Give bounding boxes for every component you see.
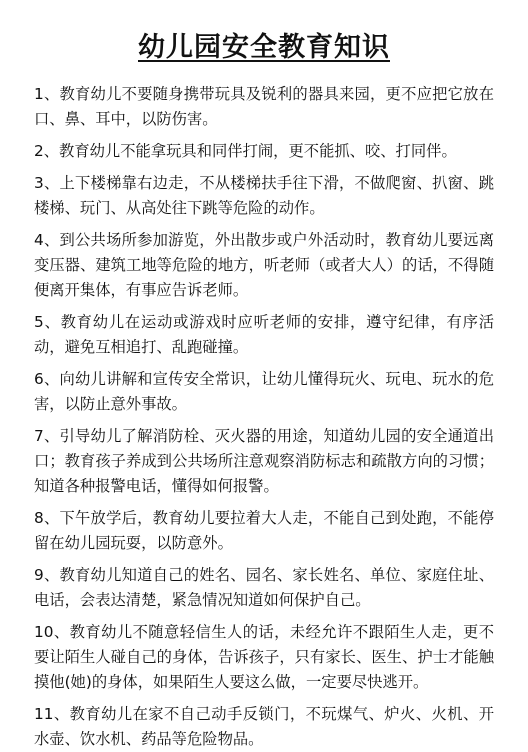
safety-item-8: 8、下午放学后，教育幼儿要拉着大人走，不能自己到处跑，不能停留在幼儿园玩耍，以防意外。: [34, 509, 494, 552]
safety-item-9: 9、教育幼儿知道自己的姓名、园名、家长姓名、单位、家庭住址、电话，会表达清楚，紧急情况知道如何保护自己。: [34, 566, 494, 609]
safety-item-7: 7、引导幼儿了解消防栓、灭火器的用途，知道幼儿园的安全通道出口；教育孩子养成到公共场所注意观察消防标志和疏散方向的习惯；知道各种报警电话，懂得如何报警。: [34, 427, 494, 495]
safety-item-10: 10、教育幼儿不随意轻信生人的话，未经允许不跟陌生人走，更不要让陌生人碰自己的身体，告诉孩子，只有家长、医生、护士才能触摸他(她)的身体，如果陌生人要这么做，一定要尽快逃开。: [34, 623, 494, 691]
safety-item-list: [34, 82, 494, 752]
safety-item-4: 4、到公共场所参加游览，外出散步或户外活动时，教育幼儿要远离变压器、建筑工地等危险的地方，听老师（或者大人）的话，不得随便离开集体，有事应告诉老师。: [34, 231, 494, 299]
safety-item-2: 2、教育幼儿不能拿玩具和同伴打闹，更不能抓、咬、打同伴。: [34, 142, 457, 160]
safety-item-6: 6、向幼儿讲解和宣传安全常识，让幼儿懂得玩火、玩电、玩水的危害，以防止意外事故。: [34, 370, 494, 413]
document-title-text: 幼儿园安全教育知识: [138, 32, 390, 63]
document-title: [34, 28, 494, 68]
safety-item-5: 5、教育幼儿在运动或游戏时应听老师的安排，遵守纪律，有序活动，避免互相追打、乱跑碰撞。: [34, 313, 494, 356]
safety-item-11: 11、教育幼儿在家不自己动手反锁门，不玩煤气、炉火、火机、开水壶、饮水机、药品等危险物品。: [34, 705, 494, 748]
safety-item-1: 1、教育幼儿不要随身携带玩具及锐利的器具来园，更不应把它放在口、鼻、耳中，以防伤害。: [34, 85, 494, 128]
safety-item-3: 3、上下楼梯靠右边走，不从楼梯扶手往下滑，不做爬窗、扒窗、跳楼梯、玩门、从高处往下跳等危险的动作。: [34, 174, 494, 217]
